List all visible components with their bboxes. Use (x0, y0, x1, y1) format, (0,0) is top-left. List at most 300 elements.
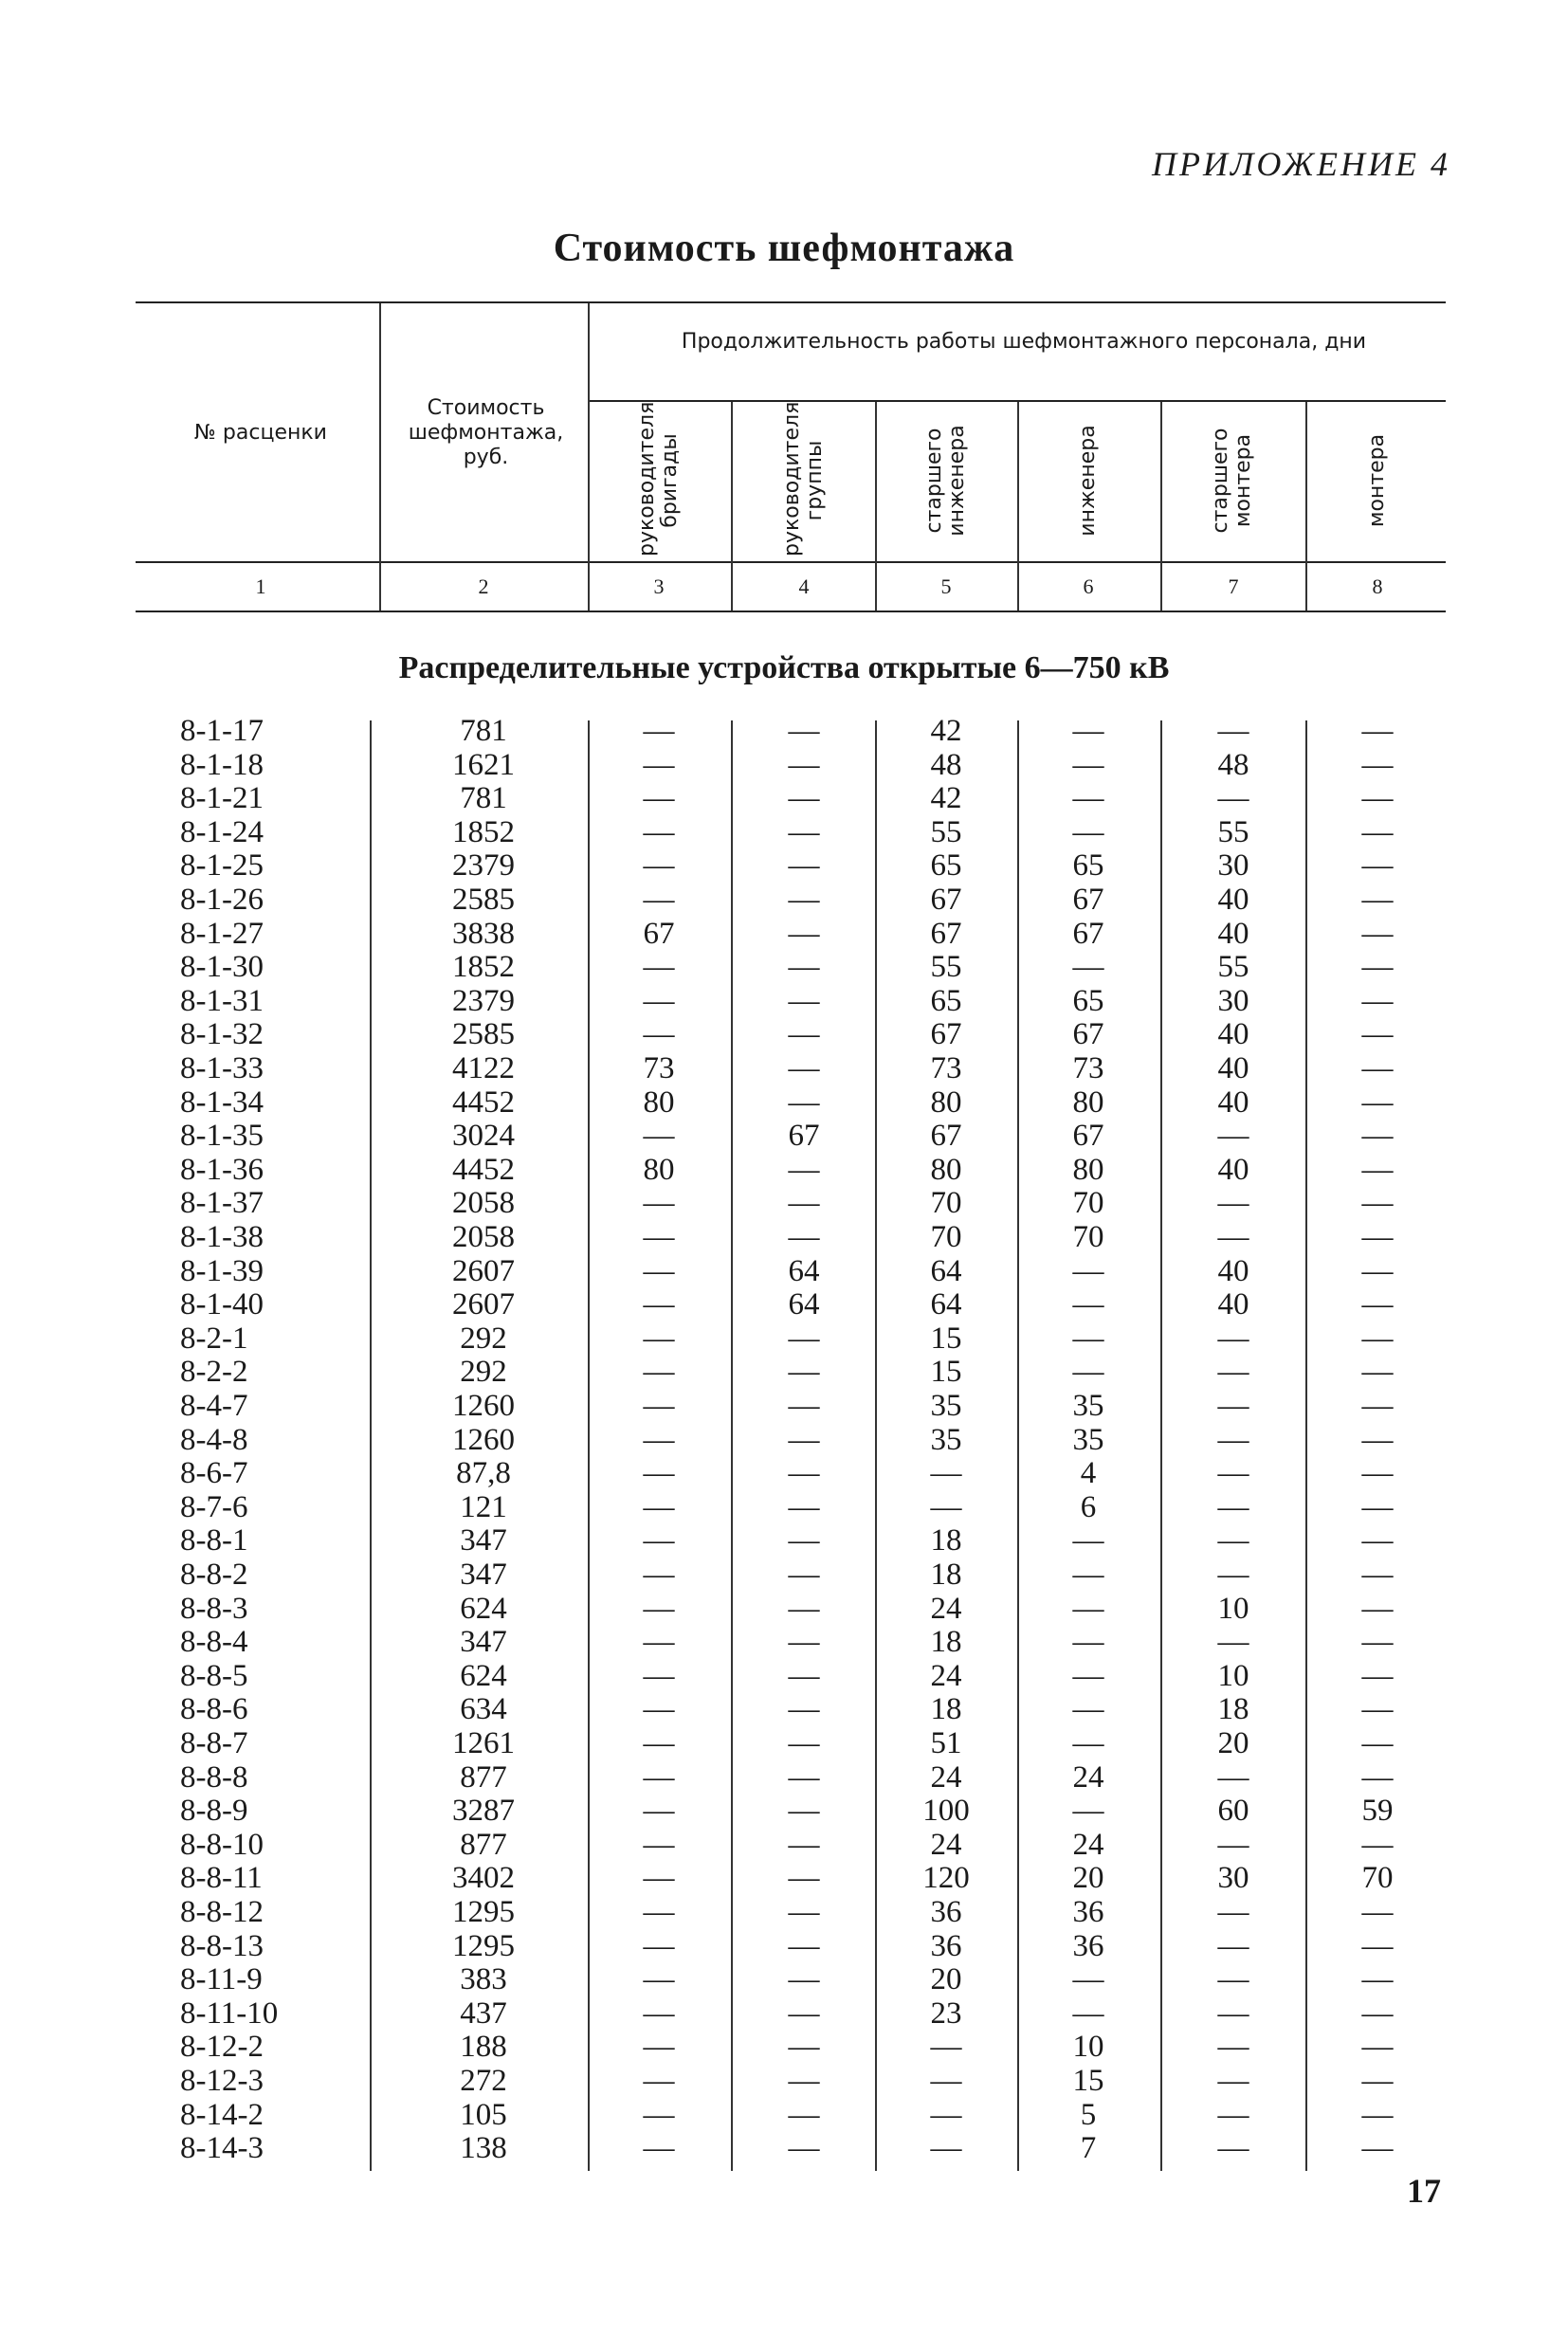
table-cell: 35 (1072, 1422, 1104, 1457)
table-cell: — (1217, 1895, 1249, 1929)
table-cell: 8-11-10 (180, 1996, 279, 2031)
table-row (0, 1896, 1568, 1930)
table-cell: — (1217, 1558, 1249, 1592)
table-cell: 80 (930, 1152, 962, 1187)
table-cell: 73 (1072, 1051, 1104, 1085)
table-cell: 24 (1072, 1827, 1104, 1862)
table-cell: — (1217, 1996, 1249, 2031)
table-cell: 8-8-10 (180, 1827, 264, 1862)
col-number: 4 (798, 574, 810, 598)
table-cell: — (1361, 1152, 1394, 1187)
table-cell: 15 (1072, 2064, 1104, 2098)
table-cell: — (930, 2131, 962, 2166)
table-cell: 1852 (452, 950, 515, 985)
table-cell: — (788, 1422, 820, 1457)
table-cell: 64 (930, 1287, 962, 1322)
table-cell: 67 (930, 916, 962, 951)
table-cell: — (1361, 1625, 1394, 1660)
table-cell: — (1361, 2064, 1394, 2098)
table-cell: — (788, 1591, 820, 1626)
table-cell: — (1217, 2131, 1249, 2166)
table-cell: — (788, 1827, 820, 1862)
table-cell: — (1072, 1355, 1104, 1390)
table-cell: — (1217, 1389, 1249, 1423)
table-row (0, 2132, 1568, 2166)
table-row (0, 782, 1568, 816)
table-cell: — (1361, 1591, 1394, 1626)
table-cell: — (1217, 1355, 1249, 1390)
table-row (0, 1997, 1568, 2032)
table-cell: — (1217, 2097, 1249, 2132)
table-cell: 55 (930, 950, 962, 985)
table-row (0, 1558, 1568, 1593)
section-title: Распределительные устройства открытые 6—750 кВ (398, 650, 1170, 685)
table-cell: 48 (930, 747, 962, 782)
table-cell: 1295 (452, 1895, 515, 1929)
table-row (0, 1524, 1568, 1558)
table-cell: 70 (1361, 1861, 1394, 1896)
table-cell: 8-8-1 (180, 1523, 248, 1558)
table-cell: 30 (1217, 848, 1249, 884)
table-cell: — (1361, 1186, 1394, 1221)
table-cell: — (643, 1895, 675, 1929)
header-price-number: № расценки (194, 421, 327, 445)
header-sub-col (733, 401, 875, 557)
table-cell: 624 (460, 1591, 507, 1626)
table-cell: — (1361, 1928, 1394, 1963)
table-cell: — (788, 1389, 820, 1423)
table-cell: 23 (930, 1996, 962, 2031)
table-cell: 70 (930, 1186, 962, 1221)
table-cell: 80 (643, 1084, 675, 1120)
header-divider (379, 303, 381, 611)
table-cell: — (788, 983, 820, 1018)
table-cell: — (643, 747, 675, 782)
table-cell: 1260 (452, 1389, 515, 1423)
table-row (0, 1457, 1568, 1491)
table-row (0, 1390, 1568, 1424)
table-cell: 8-8-13 (180, 1928, 264, 1963)
table-cell: 8-7-6 (180, 1489, 248, 1524)
table-cell: — (788, 1759, 820, 1795)
table-cell: — (643, 1759, 675, 1795)
table-cell: 634 (460, 1692, 507, 1727)
table-row (0, 1288, 1568, 1322)
col-number: 6 (1083, 574, 1094, 598)
table-cell: — (1217, 1625, 1249, 1660)
table-cell: — (1361, 1355, 1394, 1390)
table-row (0, 849, 1568, 884)
table-cell: 8-1-33 (180, 1051, 264, 1085)
header-sub-label: старшего монтера (1209, 428, 1255, 534)
table-cell: — (788, 1186, 820, 1221)
table-cell: 4452 (452, 1152, 515, 1187)
table-cell: — (1217, 781, 1249, 816)
table-cell: — (1217, 1456, 1249, 1491)
table-cell: — (1361, 1084, 1394, 1120)
col-number: 2 (478, 574, 489, 598)
table-cell: — (1217, 1220, 1249, 1254)
table-cell: — (788, 1895, 820, 1929)
table-row (0, 2031, 1568, 2065)
table-cell: — (1072, 1591, 1104, 1626)
col-number: 5 (940, 574, 952, 598)
table-cell: 55 (1217, 950, 1249, 985)
page-number: 17 (1407, 2172, 1441, 2210)
table-cell: 35 (930, 1389, 962, 1423)
table-cell: 73 (930, 1051, 962, 1085)
table-cell: — (643, 1186, 675, 1221)
table-cell: 67 (930, 883, 962, 917)
col-number-bottom-rule (136, 611, 1446, 612)
table-cell: 20 (1072, 1861, 1104, 1896)
table-cell: 3838 (452, 916, 515, 951)
table-cell: — (788, 848, 820, 884)
table-cell: 8-8-8 (180, 1759, 248, 1795)
header-sub-label: инженера (1076, 425, 1100, 537)
col-number: 3 (653, 574, 665, 598)
table-cell: 64 (788, 1287, 820, 1322)
col-number: 1 (255, 574, 266, 598)
table-cell: — (788, 1794, 820, 1829)
table-cell: — (1361, 714, 1394, 748)
table-cell: — (1217, 1186, 1249, 1221)
table-cell: 2379 (452, 983, 515, 1018)
table-cell: — (788, 1928, 820, 1963)
table-cell: — (788, 2131, 820, 2166)
header-sub-col (1017, 404, 1159, 557)
header-sub-col (875, 404, 1017, 557)
table-cell: — (643, 1220, 675, 1254)
table-row (0, 1862, 1568, 1896)
table-cell: — (1217, 1489, 1249, 1524)
table-cell: 24 (930, 1591, 962, 1626)
table-cell: — (1361, 1658, 1394, 1693)
table-cell: — (788, 1220, 820, 1254)
table-cell: 8-14-2 (180, 2097, 264, 2132)
table-cell: 60 (1217, 1794, 1249, 1829)
table-cell: — (788, 1084, 820, 1120)
table-cell: 24 (1072, 1759, 1104, 1795)
table-row (0, 1930, 1568, 1964)
table-cell: 18 (930, 1558, 962, 1592)
table-cell: 7 (1080, 2131, 1097, 2166)
table-cell: — (788, 2097, 820, 2132)
table-row (0, 1120, 1568, 1154)
table-cell: — (1361, 747, 1394, 782)
table-cell: — (788, 950, 820, 985)
table-cell: 40 (1217, 1253, 1249, 1288)
table-cell: — (643, 1827, 675, 1862)
table-cell: 64 (930, 1253, 962, 1288)
table-cell: 4452 (452, 1084, 515, 1120)
table-cell: 3287 (452, 1794, 515, 1829)
table-cell: 87,8 (456, 1456, 511, 1491)
table-row (0, 1018, 1568, 1052)
table-cell: — (1361, 1489, 1394, 1524)
table-cell: — (1361, 1827, 1394, 1862)
table-row (0, 1593, 1568, 1627)
table-cell: 877 (460, 1759, 507, 1795)
page-title: Стоимость шефмонтажа (553, 227, 1015, 270)
table-cell: — (1361, 1220, 1394, 1254)
table-cell: — (788, 1962, 820, 1997)
table-cell: 8-1-18 (180, 747, 264, 782)
table-row (0, 1086, 1568, 1121)
table-cell: 48 (1217, 747, 1249, 782)
table-row (0, 1356, 1568, 1390)
table-cell: 8-6-7 (180, 1456, 248, 1491)
table-cell: — (1361, 1321, 1394, 1356)
table-cell: 8-1-21 (180, 781, 264, 816)
table-cell: — (1361, 983, 1394, 1018)
table-cell: 40 (1217, 1017, 1249, 1052)
table-cell: 3402 (452, 1861, 515, 1896)
table-cell: — (1361, 1996, 1394, 2031)
table-cell: 3024 (452, 1119, 515, 1154)
table-cell: 40 (1217, 883, 1249, 917)
table-cell: 1260 (452, 1422, 515, 1457)
table-cell: — (1072, 1726, 1104, 1760)
table-cell: — (643, 1253, 675, 1288)
table-cell: — (643, 1726, 675, 1760)
table-cell: — (643, 1523, 675, 1558)
table-cell: — (788, 781, 820, 816)
table-cell: — (1217, 1119, 1249, 1154)
table-cell: — (643, 950, 675, 985)
table-cell: — (1072, 814, 1104, 849)
table-cell: — (643, 1456, 675, 1491)
table-cell: 24 (930, 1658, 962, 1693)
table-cell: — (1072, 1253, 1104, 1288)
table-cell: 120 (922, 1861, 970, 1896)
table-cell: — (1361, 1558, 1394, 1592)
table-cell: 188 (460, 2030, 507, 2065)
table-cell: 8-1-38 (180, 1220, 264, 1254)
table-cell: — (1217, 714, 1249, 748)
table-cell: — (1217, 1759, 1249, 1795)
table-cell: 2058 (452, 1220, 515, 1254)
table-row (0, 1693, 1568, 1727)
table-cell: — (1072, 714, 1104, 748)
table-cell: 30 (1217, 983, 1249, 1018)
table-cell: 24 (930, 1827, 962, 1862)
table-cell: 55 (930, 814, 962, 849)
table-cell: 8-12-3 (180, 2064, 264, 2098)
table-cell: — (643, 2030, 675, 2065)
table-cell: — (643, 1389, 675, 1423)
table-cell: 24 (930, 1759, 962, 1795)
table-cell: 8-2-1 (180, 1321, 248, 1356)
table-cell: 624 (460, 1658, 507, 1693)
table-cell: — (1361, 848, 1394, 884)
table-cell: 36 (1072, 1928, 1104, 1963)
table-cell: 8-4-8 (180, 1422, 248, 1457)
table-cell: — (1361, 814, 1394, 849)
table-cell: 80 (1072, 1084, 1104, 1120)
table-cell: — (1072, 1962, 1104, 1997)
table-cell: — (1361, 1759, 1394, 1795)
table-cell: 292 (460, 1321, 507, 1356)
table-cell: — (1361, 1287, 1394, 1322)
table-cell: — (788, 1321, 820, 1356)
table-cell: — (643, 1422, 675, 1457)
table-cell: — (788, 1625, 820, 1660)
table-cell: 8-8-2 (180, 1558, 248, 1592)
table-cell: — (1072, 747, 1104, 782)
table-cell: — (788, 747, 820, 782)
table-cell: — (930, 2064, 962, 2098)
header-cost: Стоимость шефмонтажа, руб. (408, 396, 564, 469)
table-cell: — (1361, 1523, 1394, 1558)
table-cell: 1852 (452, 814, 515, 849)
table-cell: — (643, 983, 675, 1018)
table-cell: 8-1-24 (180, 814, 264, 849)
table-cell: — (643, 1119, 675, 1154)
table-cell: 100 (922, 1794, 970, 1829)
table-row (0, 1795, 1568, 1829)
table-cell: 781 (460, 781, 507, 816)
table-cell: 65 (930, 983, 962, 1018)
table-cell: — (788, 1692, 820, 1727)
table-cell: — (643, 1962, 675, 1997)
table-cell: 80 (643, 1152, 675, 1187)
table-cell: — (788, 2064, 820, 2098)
table-cell: — (1072, 781, 1104, 816)
table-row (0, 985, 1568, 1019)
table-cell: — (643, 2064, 675, 2098)
table-row (0, 1322, 1568, 1357)
table-cell: — (1072, 1558, 1104, 1592)
table-cell: — (1361, 1051, 1394, 1085)
table-cell: 4122 (452, 1051, 515, 1085)
table-cell: 10 (1217, 1591, 1249, 1626)
table-cell: 8-1-36 (180, 1152, 264, 1187)
table-cell: 70 (930, 1220, 962, 1254)
table-cell: — (788, 1558, 820, 1592)
table-cell: — (1217, 1422, 1249, 1457)
table-cell: 65 (1072, 983, 1104, 1018)
table-cell: — (643, 781, 675, 816)
table-cell: — (930, 1489, 962, 1524)
header-sub-col (1161, 404, 1304, 557)
table-cell: 383 (460, 1962, 507, 1997)
col-number: 8 (1372, 574, 1383, 598)
table-cell: — (1361, 1422, 1394, 1457)
table-cell: — (643, 1928, 675, 1963)
table-cell: 70 (1072, 1220, 1104, 1254)
table-cell: 347 (460, 1625, 507, 1660)
table-cell: — (930, 2030, 962, 2065)
table-cell: 67 (1072, 916, 1104, 951)
table-row (0, 1660, 1568, 1694)
table-cell: 10 (1217, 1658, 1249, 1693)
table-cell: — (788, 916, 820, 951)
table-row (0, 1052, 1568, 1086)
table-cell: — (930, 1456, 962, 1491)
table-cell: — (643, 1017, 675, 1052)
table-cell: — (1072, 1287, 1104, 1322)
table-row (0, 715, 1568, 749)
table-cell: — (1072, 1692, 1104, 1727)
table-cell: 2058 (452, 1186, 515, 1221)
table-cell: 73 (643, 1051, 675, 1085)
table-cell: 67 (788, 1119, 820, 1154)
header-bottom-rule (136, 561, 1446, 563)
table-cell: — (643, 1692, 675, 1727)
table-cell: 2379 (452, 848, 515, 884)
table-cell: 8-8-4 (180, 1625, 248, 1660)
table-cell: 8-8-11 (180, 1861, 263, 1896)
table-row (0, 1154, 1568, 1188)
table-cell: — (1361, 1017, 1394, 1052)
table-cell: 1261 (452, 1726, 515, 1760)
table-row (0, 1221, 1568, 1255)
table-cell: 55 (1217, 814, 1249, 849)
table-row (0, 1829, 1568, 1863)
table-cell: 8-1-25 (180, 848, 264, 884)
table-cell: 65 (930, 848, 962, 884)
table-cell: 20 (1217, 1726, 1249, 1760)
table-cell: — (1361, 2097, 1394, 2132)
table-cell: — (788, 814, 820, 849)
table-cell: — (643, 1996, 675, 2031)
table-cell: 36 (930, 1928, 962, 1963)
table-cell: — (643, 1861, 675, 1896)
table-cell: 40 (1217, 1084, 1249, 1120)
table-cell: — (788, 1658, 820, 1693)
table-cell: 781 (460, 714, 507, 748)
table-row (0, 1491, 1568, 1525)
table-cell: — (1361, 781, 1394, 816)
table-cell: — (788, 1861, 820, 1896)
col-number: 7 (1228, 574, 1239, 598)
table-cell: 35 (930, 1422, 962, 1457)
table-cell: — (1072, 950, 1104, 985)
table-cell: — (643, 1489, 675, 1524)
table-cell: 105 (460, 2097, 507, 2132)
table-cell: 80 (930, 1084, 962, 1120)
table-row (0, 1255, 1568, 1289)
table-cell: 18 (930, 1625, 962, 1660)
table-cell: 437 (460, 1996, 507, 2031)
table-cell: 67 (1072, 883, 1104, 917)
table-cell: 8-4-7 (180, 1389, 248, 1423)
table-cell: 8-11-9 (180, 1962, 263, 1997)
table-cell: — (1072, 1625, 1104, 1660)
table-cell: 2607 (452, 1287, 515, 1322)
table-top-rule (136, 301, 1446, 303)
table-cell: — (643, 883, 675, 917)
table-cell: 8-1-39 (180, 1253, 264, 1288)
table-cell: 8-1-35 (180, 1119, 264, 1154)
table-cell: 8-2-2 (180, 1355, 248, 1390)
table-row (0, 1727, 1568, 1761)
table-cell: 20 (930, 1962, 962, 1997)
table-cell: — (1361, 1456, 1394, 1491)
table-cell: 6 (1080, 1489, 1097, 1524)
table-cell: 2607 (452, 1253, 515, 1288)
table-cell: 40 (1217, 1287, 1249, 1322)
table-row (0, 1963, 1568, 1997)
header-sub-col (588, 401, 730, 557)
table-cell: 138 (460, 2131, 507, 2166)
table-cell: 8-8-5 (180, 1658, 248, 1693)
table-row (0, 749, 1568, 783)
table-cell: — (1361, 950, 1394, 985)
table-cell: — (1217, 1962, 1249, 1997)
header-sub-label: руководителя группы (780, 401, 827, 556)
